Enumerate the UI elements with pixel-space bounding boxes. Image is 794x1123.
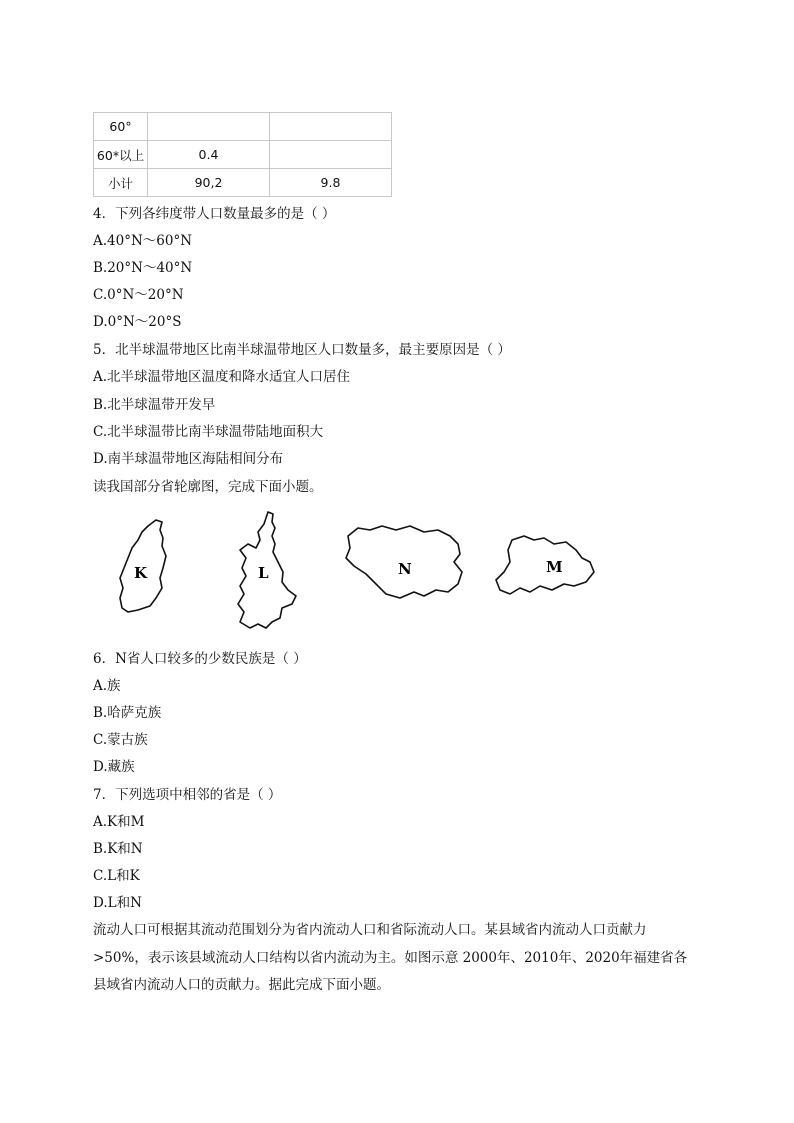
province-outline-maps xyxy=(100,510,620,640)
question-6-option-a: A.族 xyxy=(93,678,121,694)
question-7-option-b: B.K和N xyxy=(93,841,143,857)
question-4-option-a: A.40°N～60°N xyxy=(93,233,193,249)
passage-line-2: >50%，表示该县域流动人口结构以省内流动为主。如图示意 2000年、2010年、2020年福建省各 xyxy=(93,950,688,966)
table-cell: 9.8 xyxy=(270,169,392,197)
question-6-stem: 6．N省人口较多的少数民族是（ ） xyxy=(93,651,307,667)
passage-line-3: 县域省内流动人口的贡献力。据此完成下面小题。 xyxy=(93,977,390,993)
table-cell: 小计 xyxy=(94,169,148,197)
table-cell: 60° xyxy=(94,113,148,141)
question-7-option-d: D.L和N xyxy=(93,895,142,911)
table-cell xyxy=(148,113,270,141)
table-cell: 60*以上 xyxy=(94,141,148,169)
question-6-option-d: D.藏族 xyxy=(93,759,135,775)
population-table-fragment xyxy=(93,112,392,197)
population-table xyxy=(93,112,392,197)
province-map-l xyxy=(228,510,308,632)
question-6-option-b: B.哈萨克族 xyxy=(93,705,162,721)
question-6-option-c: C.蒙古族 xyxy=(93,732,148,748)
map-label-n: N xyxy=(398,560,412,578)
table-row xyxy=(94,141,392,169)
question-5-option-c: C.北半球温带比南半球温带陆地面积大 xyxy=(93,424,324,440)
question-4-option-c: C.0°N～20°N xyxy=(93,287,184,303)
table-cell xyxy=(270,141,392,169)
maps-intro: 读我国部分省轮廓图，完成下面小题。 xyxy=(93,479,323,495)
table-row xyxy=(94,113,392,141)
question-5-stem: 5．北半球温带地区比南半球温带地区人口数量多，最主要原因是（ ） xyxy=(93,342,511,358)
question-4-option-d: D.0°N～20°S xyxy=(93,314,182,330)
question-7-option-a: A.K和M xyxy=(93,814,145,830)
map-label-l: L xyxy=(258,564,269,582)
province-map-n xyxy=(340,522,470,606)
question-7-option-c: C.L和K xyxy=(93,868,140,884)
question-5-option-d: D.南半球温带地区海陆相间分布 xyxy=(93,451,284,467)
table-row xyxy=(94,169,392,197)
question-4-option-b: B.20°N～40°N xyxy=(93,260,193,276)
question-5-option-b: B.北半球温带开发早 xyxy=(93,397,216,413)
question-4-stem: 4．下列各纬度带人口数量最多的是（ ） xyxy=(93,206,336,222)
map-label-m: M xyxy=(546,558,563,576)
table-cell xyxy=(270,113,392,141)
province-map-m xyxy=(490,532,600,602)
question-7-stem: 7．下列选项中相邻的省是（ ） xyxy=(93,787,282,803)
table-cell: 0.4 xyxy=(148,141,270,169)
question-5-option-a: A.北半球温带地区温度和降水适宜人口居住 xyxy=(93,369,351,385)
passage-line-1: 流动人口可根据其流动范围划分为省内流动人口和省际流动人口。某县域省内流动人口贡献力 xyxy=(93,922,647,938)
table-cell: 90,2 xyxy=(148,169,270,197)
map-label-k: K xyxy=(134,564,148,582)
province-map-k xyxy=(108,516,178,616)
